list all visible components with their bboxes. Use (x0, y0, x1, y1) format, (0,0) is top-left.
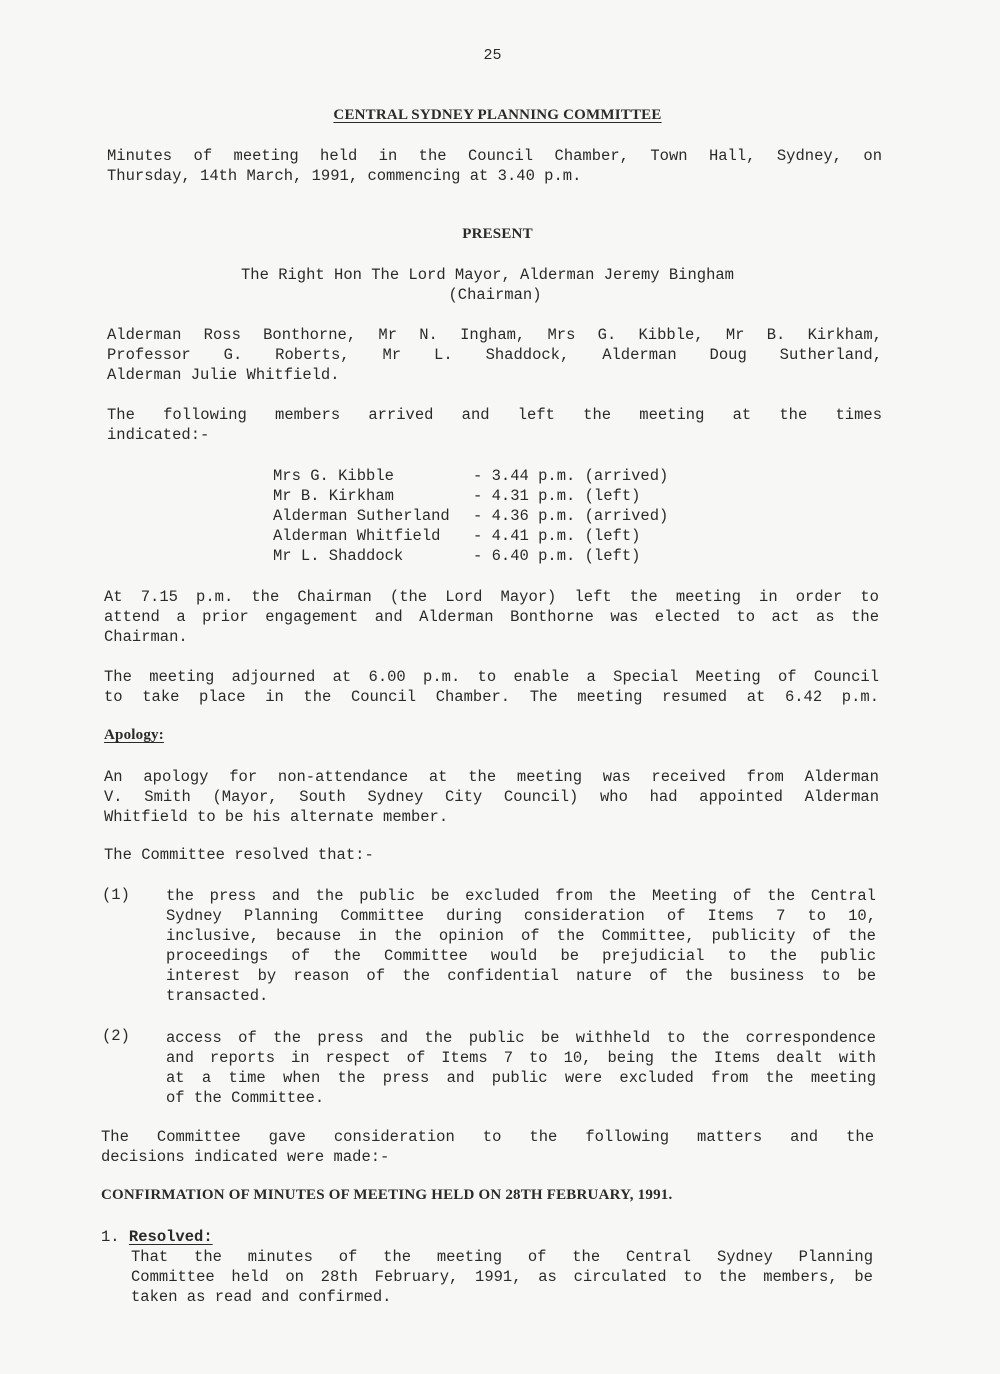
text-line: at a time when the press and public were excluded from the meeting (166, 1069, 876, 1087)
text-line: Sydney Planning Committee during consideration of Items 7 to 10, (166, 907, 876, 925)
arrivals-intro (107, 405, 882, 445)
attendance-row (273, 506, 668, 526)
resolved-intro: The Committee resolved that:- (104, 846, 374, 864)
resolution-number: (2) (102, 1027, 130, 1045)
attendance-row (273, 486, 668, 506)
text-line: Minutes of meeting held in the Council Chamber, Town Hall, Sydney, on (107, 147, 882, 165)
item-heading: Resolved: (128, 1228, 213, 1246)
attendance-list (273, 466, 668, 566)
text-line: The following members arrived and left the meeting at the times (107, 406, 882, 424)
attendance-time: - 3.44 p.m. (arrived) (473, 467, 669, 485)
chairman-left-paragraph (104, 587, 879, 647)
chairman-block (0, 265, 975, 305)
text-line: decisions indicated were made:- (101, 1148, 390, 1166)
attendance-row (273, 526, 668, 546)
item-number-label: 1. (101, 1228, 120, 1246)
text-line: taken as read and confirmed. (131, 1288, 392, 1306)
text-line: attend a prior engagement and Alderman Bonthorne was elected to act as the (104, 608, 879, 626)
attendance-name: Mr B. Kirkham (273, 487, 394, 505)
chairman-role: (Chairman) (448, 286, 542, 304)
text-line: Alderman Ross Bonthorne, Mr N. Ingham, Mrs G. Kibble, Mr B. Kirkham, (107, 326, 882, 344)
attendance-time: - 4.31 p.m. (left) (473, 487, 641, 505)
text-line: The meeting adjourned at 6.00 p.m. to enable a Special Meeting of Council (104, 668, 879, 686)
attendance-time: - 6.40 p.m. (left) (473, 547, 641, 565)
text-line: and reports in respect of Items 7 to 10, being the Items dealt with (166, 1049, 876, 1067)
text-line: transacted. (166, 987, 269, 1005)
text-line: the press and the public be excluded from the Meeting of the Central (166, 887, 876, 905)
apology-paragraph (104, 767, 879, 827)
text-line: An apology for non-attendance at the meeting was received from Alderman (104, 768, 879, 786)
item-text (131, 1247, 873, 1307)
page-number: 25 (483, 47, 502, 64)
attendance-name: Mr L. Shaddock (273, 547, 404, 565)
attendance-row (273, 546, 668, 566)
text-line: Chairman. (104, 628, 188, 646)
intro-paragraph (107, 146, 882, 186)
attendance-time: - 4.41 p.m. (left) (473, 527, 641, 545)
text-line: access of the press and the public be withheld to the correspondence (166, 1029, 876, 1047)
item-number (101, 1227, 213, 1247)
resolution-text (166, 1028, 876, 1108)
text-line: of the Committee. (166, 1089, 325, 1107)
adjourned-paragraph (104, 667, 879, 707)
chairman-name: The Right Hon The Lord Mayor, Alderman Jeremy Bingham (241, 266, 734, 284)
text-line: proceedings of the Committee would be prejudicial to the public (166, 947, 876, 965)
committee-title: CENTRAL SYDNEY PLANNING COMMITTEE (333, 107, 662, 123)
attendance-row (273, 466, 668, 486)
text-line: Whitfield to be his alternate member. (104, 808, 449, 826)
attendance-name: Mrs G. Kibble (273, 467, 394, 485)
consideration-paragraph (101, 1127, 874, 1167)
resolution-number: (1) (102, 886, 130, 904)
text-line: V. Smith (Mayor, South Sydney City Council) who had appointed Alderman (104, 788, 879, 806)
text-line: inclusive, because in the opinion of the Committee, publicity of the (166, 927, 876, 945)
text-line: Committee held on 28th February, 1991, as circulated to the members, be (131, 1268, 873, 1286)
members-paragraph (107, 325, 882, 385)
text-line: Alderman Julie Whitfield. (107, 366, 340, 384)
text-line: interest by reason of the confidential nature of the business to be (166, 967, 876, 985)
text-line: Thursday, 14th March, 1991, commencing at 3.40 p.m. (107, 167, 582, 185)
text-line: The Committee gave consideration to the following matters and the (101, 1128, 874, 1146)
attendance-time: - 4.36 p.m. (arrived) (473, 507, 669, 525)
text-line: indicated:- (107, 426, 210, 444)
confirmation-heading: CONFIRMATION OF MINUTES OF MEETING HELD ON 28TH FEBRUARY, 1991. (101, 1187, 673, 1203)
apology-heading: Apology: (104, 727, 164, 743)
text-line: Professor G. Roberts, Mr L. Shaddock, Alderman Doug Sutherland, (107, 346, 882, 364)
attendance-name: Alderman Whitfield (273, 527, 441, 545)
resolution-text (166, 886, 876, 1006)
text-line: to take place in the Council Chamber. The meeting resumed at 6.42 p.m. (104, 688, 879, 706)
present-heading: PRESENT (462, 226, 533, 242)
text-line: That the minutes of the meeting of the Central Sydney Planning (131, 1248, 873, 1266)
text-line: At 7.15 p.m. the Chairman (the Lord Mayor) left the meeting in order to (104, 588, 879, 606)
attendance-name: Alderman Sutherland (273, 507, 450, 525)
